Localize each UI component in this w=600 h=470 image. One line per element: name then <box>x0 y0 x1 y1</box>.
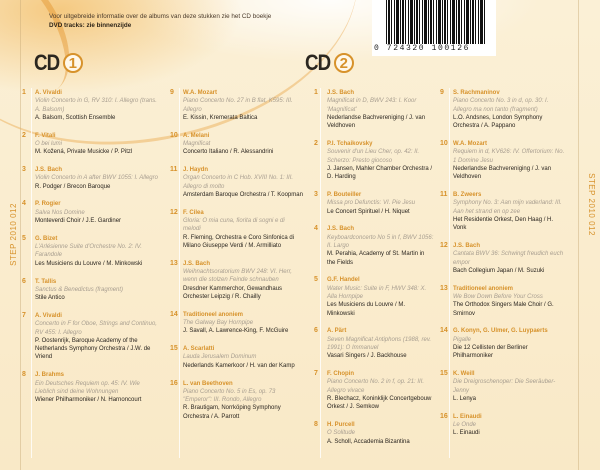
track-performers: Les Musiciens du Louvre / M. Minkowski <box>35 260 143 267</box>
track-performers: L. Einaudi <box>453 430 480 437</box>
track-performers: Die 12 Cellisten der Berliner Philharmoniker <box>453 344 528 360</box>
track-number: 1 <box>314 89 318 96</box>
dvd-note: DVD tracks: zie binnenzijde <box>49 22 132 29</box>
track-composer: J. Brahms <box>35 372 65 379</box>
spine-fold <box>20 0 21 470</box>
track-work: Piano Concerto No. 2 in f, op. 21: III. Allegro vivace <box>327 379 425 394</box>
track-performers: Het Residentie Orkest, Den Haag / H. Vonk <box>453 216 554 232</box>
cd-number-badge: 2 <box>334 53 354 73</box>
track-performers: Les Musiciens du Louvre / M. Minkowski <box>327 302 406 317</box>
track-item <box>22 235 160 268</box>
track-item <box>440 242 566 275</box>
track-performers: The Orthodox Singers Male Choir / G. Smirnov <box>453 302 554 317</box>
track-performers: J. Savall, A. Lawrence-King, F. McGuire <box>183 328 289 335</box>
track-work: Piano Concerto No. 3 in d, op. 30: I. Allegro ma non tanto (fragment) <box>453 98 549 113</box>
track-item <box>170 209 303 250</box>
track-item <box>170 132 303 157</box>
track-performers: Nederlandse Bachvereniging / J. van Veldhoven <box>327 114 426 130</box>
track-performers: Bach Collegium Japan / M. Suzuki <box>453 267 545 274</box>
track-composer: J.S. Bach <box>35 167 63 174</box>
track-performers: Concerto Italiano / R. Alessandrini <box>183 149 274 156</box>
track-item <box>22 166 160 191</box>
track-work: Organ Concerto in C Hob. XVIII No. 1: III. Allegro di molto <box>183 175 294 190</box>
track-number: 2 <box>314 139 318 147</box>
track-composer: J.S. Bach <box>327 90 355 96</box>
track-item <box>314 140 434 181</box>
track-work: O Solitude <box>327 430 356 437</box>
track-composer: G. Konyn, G. Ulmer, G. Luypaerts <box>453 328 548 335</box>
track-item <box>314 225 434 266</box>
track-number: 12 <box>440 241 448 249</box>
track-work: Requiem in d, KV626: IV. Offertorium: No. 1 Domine Jesu <box>453 149 565 164</box>
track-work: Magnificat <box>183 140 211 147</box>
track-item <box>170 260 303 301</box>
track-number: 14 <box>440 327 448 335</box>
track-performers: Stile Antico <box>35 295 65 302</box>
track-item <box>314 191 434 216</box>
track-performers: J. Jansen, Mahler Chamber Orchestra / D. Harding <box>327 165 433 181</box>
track-item <box>440 285 566 318</box>
track-composer: T. Tallis <box>35 278 57 285</box>
cd2-tracklist-col2 <box>440 89 566 447</box>
cd2-tracklist-col1 <box>314 89 434 455</box>
track-item <box>314 421 434 446</box>
track-number: 10 <box>170 131 178 139</box>
cd1-heading <box>34 50 83 76</box>
track-composer: W.A. Mozart <box>453 140 487 147</box>
track-work: Keyboardconcerto No 5 in f, BWV 1056: II. Largo <box>327 234 434 249</box>
track-performers: A. Balsom, Scottish Ensemble <box>35 114 116 121</box>
track-composer: L. van Beethoven <box>183 380 233 387</box>
track-number: 1 <box>22 89 26 96</box>
track-work: The Galway Bay Hornpipe <box>183 320 254 327</box>
track-performers: Amsterdam Baroque Orchestra / T. Koopman <box>183 191 303 198</box>
cd-label: CD <box>34 50 60 75</box>
track-performers: Nederlandse Bachvereniging / J. van Veldhoven <box>453 165 552 181</box>
track-item <box>314 327 434 360</box>
track-composer: Traditioneel anoniem <box>453 285 514 292</box>
track-performers: Nederlands Kamerkoor / H. van der Kamp <box>183 362 295 369</box>
track-work: Cantata BWV 36: Schwingt freudich euch empor <box>453 251 564 266</box>
track-work: Lauda Jerusalem Dominum <box>183 354 257 361</box>
track-number: 11 <box>440 190 448 198</box>
track-item <box>314 276 434 317</box>
track-performers: A. Scholl, Accademia Bizantina <box>327 438 410 445</box>
track-work: Le Onde <box>453 422 477 428</box>
track-number: 15 <box>170 345 178 353</box>
cd1-tracklist-col1 <box>22 89 160 414</box>
track-performers: R. Brautigam, Norrköping Symphony Orchestra / A. Parrott <box>183 405 281 420</box>
track-composer: W.A. Mozart <box>183 90 217 96</box>
track-item <box>22 278 160 303</box>
track-performers: L. Lenya <box>453 395 477 402</box>
track-item <box>22 371 160 404</box>
track-work: Symphony No. 3: Aan mijn vaderland: III. Aan het strand en op zee <box>453 200 562 215</box>
track-work: Gloria: O mia cuna, fiorita di sogni e di melodi <box>183 218 285 233</box>
track-performers: L.O. Andsnes, London Symphony Orchestra / A. Pappano <box>453 114 543 130</box>
track-composer: H. Purcell <box>327 422 355 428</box>
track-work: Die Dreigroschenoper: Die Seeräuber-Jenny <box>453 379 556 394</box>
cd-label: CD <box>305 50 331 75</box>
track-composer: S. Rachmaninov <box>453 90 500 96</box>
cd-number-badge: 1 <box>63 53 83 73</box>
cd1-tracklist-col2 <box>170 89 303 431</box>
track-composer: J.S. Bach <box>327 226 355 233</box>
track-item <box>170 89 303 122</box>
track-number: 15 <box>440 370 448 378</box>
track-composer: B. Zweers <box>453 191 482 198</box>
track-composer: F. Chopin <box>327 371 354 378</box>
track-performers: Monteverdi Choir / J.E. Gardiner <box>35 218 122 225</box>
track-number: 8 <box>314 421 318 428</box>
track-work: Salva Nos Domine <box>35 209 85 216</box>
intro-line: Voor uitgebreide informatie over de albums van deze stukken zie het CD boekje <box>49 13 272 20</box>
track-work: Sanctus & Benedictus (fragment) <box>35 286 124 293</box>
track-work: Ein Deutsches Requiem op. 45: IV. Wie Lieblich sind deine Wohnungen <box>35 380 140 395</box>
track-item <box>440 89 566 130</box>
track-number: 5 <box>22 234 26 242</box>
track-composer: J.S. Bach <box>453 242 481 249</box>
track-work: Piano Concerto No. 27 in B flat, K595: III. Allegro <box>183 98 293 113</box>
barcode <box>382 0 490 46</box>
spine-code-right: STEP 2010 012 <box>586 173 596 236</box>
track-number: 9 <box>440 89 444 96</box>
track-item <box>170 345 303 370</box>
track-work: Missa pro Defunctis: VI. Pie Jesu <box>327 200 416 207</box>
track-performers: R. Podger / Brecon Baroque <box>35 183 111 190</box>
track-number: 16 <box>440 412 448 420</box>
track-performers: R. Fleming, Orchestra e Coro Sinfonica di Milano Giuseppe Verdi / M. Armilliato <box>183 234 295 249</box>
cd2-heading <box>305 50 354 76</box>
track-composer: P.I. Tchaikovsky <box>327 140 373 147</box>
track-work: L'Arlésienne Suite d'Orchestre No. 2: IV. Farandole <box>35 244 142 259</box>
track-composer: A. Vivaldi <box>35 90 62 96</box>
track-work: Magnificat in D, BWV 243: I. Koor 'Magnificat' <box>327 98 417 113</box>
track-number: 6 <box>22 277 26 285</box>
track-item <box>440 191 566 232</box>
track-item <box>440 327 566 360</box>
track-performers: P. Oostenrijk, Baroque Academy of the Netherlands Symphony Orchestra / J.W. de Vriend <box>35 337 151 361</box>
track-composer: J.S. Bach <box>183 260 211 267</box>
track-composer: P. Rogier <box>35 201 61 208</box>
track-composer: A. Scarlatti <box>183 346 215 353</box>
track-work: Pigalle <box>453 336 472 343</box>
track-item <box>440 140 566 181</box>
track-performers: Le Concert Spirituel / H. Niquet <box>327 208 410 215</box>
track-item <box>22 89 160 122</box>
track-item <box>170 166 303 199</box>
track-work: Piano Concerto No. 5 in Es, op. 73 "Emperor": III. Rondo, Allegro <box>183 388 276 404</box>
track-composer: A. Vivaldi <box>35 312 62 319</box>
track-number: 3 <box>314 190 318 198</box>
track-performers: M. Perahia, Academy of St. Martin in the Fields <box>327 251 425 266</box>
track-work: Seven Magnificat Antiphons (1988, rev. 1991): O Immanuel <box>327 336 432 351</box>
track-number: 12 <box>170 208 178 216</box>
track-item <box>170 311 303 336</box>
track-number: 14 <box>170 310 178 318</box>
spine-code-left: STEP 2010 012 <box>8 203 18 266</box>
track-item <box>22 312 160 362</box>
track-number: 6 <box>314 327 318 335</box>
track-composer: F. Cilea <box>183 209 204 216</box>
track-composer: F. Vitali <box>35 132 56 139</box>
track-number: 16 <box>170 379 178 387</box>
intro-text <box>49 12 271 30</box>
track-number: 4 <box>22 200 26 208</box>
track-item <box>22 200 160 225</box>
track-work: Souvenir d'un Lieu Cher, op. 42: II. Scherzo: Presto giocoso <box>327 149 420 164</box>
track-composer: G.F. Handel <box>327 277 360 284</box>
track-number: 13 <box>440 284 448 292</box>
track-number: 7 <box>22 311 26 319</box>
track-composer: A. Pärt <box>327 328 347 335</box>
track-composer: G. Bizet <box>35 235 58 242</box>
track-number: 2 <box>22 131 26 139</box>
track-composer: Traditioneel anoniem <box>183 311 244 318</box>
track-number: 11 <box>170 166 178 174</box>
track-item <box>170 380 303 421</box>
track-composer: K. Weill <box>453 371 475 378</box>
track-work: Water Music: Suite in F, HWV 348: X. Alla Hornpipe <box>327 285 427 300</box>
track-number: 8 <box>22 371 26 379</box>
track-item <box>314 89 434 130</box>
track-number: 4 <box>314 225 318 233</box>
track-number: 9 <box>170 89 174 96</box>
track-work: Violin Concerto in A after BWV 1055: I. Allegro <box>35 175 158 182</box>
track-number: 3 <box>22 166 26 174</box>
track-performers: Wiener Philharmoniker / N. Harnoncourt <box>35 397 142 404</box>
track-composer: A. Melani <box>183 132 210 139</box>
track-work: Concerto in F for Oboe, Strings and Continuo, RV 455: I. Allegro <box>35 321 157 336</box>
track-number: 5 <box>314 276 318 284</box>
track-performers: R. Blechacz, Koninklijk Concertgebouw Orkest / J. Semkow <box>327 395 432 411</box>
track-number: 7 <box>314 370 318 378</box>
track-work: Violin Concerto in G, RV 310: I. Allegro (trans. A. Balsom) <box>35 98 157 113</box>
track-number: 10 <box>440 139 448 147</box>
track-item <box>440 413 566 438</box>
track-composer: J. Haydn <box>183 167 209 174</box>
track-item <box>314 370 434 411</box>
track-number: 13 <box>170 259 178 267</box>
track-item <box>22 132 160 157</box>
spine-fold <box>578 0 579 470</box>
track-work: Weihnachtsoratorium BWV 248: VI. Herr, wenn die stolzen Feinde schnauben <box>183 269 292 284</box>
track-work: O bei lumi <box>35 140 63 147</box>
track-item <box>440 370 566 403</box>
track-composer: P. Bouteiller <box>327 191 362 198</box>
track-performers: M. Kožená, Private Musicke / P. Pitzl <box>35 149 133 156</box>
track-performers: Dresdner Kammerchor, Gewandhaus Orchester Leipzig / R. Chailly <box>183 285 283 300</box>
track-work: We Bow Down Before Your Cross <box>453 293 543 300</box>
track-performers: Vasari Singers / J. Backhouse <box>327 353 407 360</box>
track-performers: E. Kissin, Kremerata Baltica <box>183 114 258 121</box>
track-composer: L. Einaudi <box>453 413 482 420</box>
barcode-digits: 0 724320 100126 <box>372 44 492 53</box>
